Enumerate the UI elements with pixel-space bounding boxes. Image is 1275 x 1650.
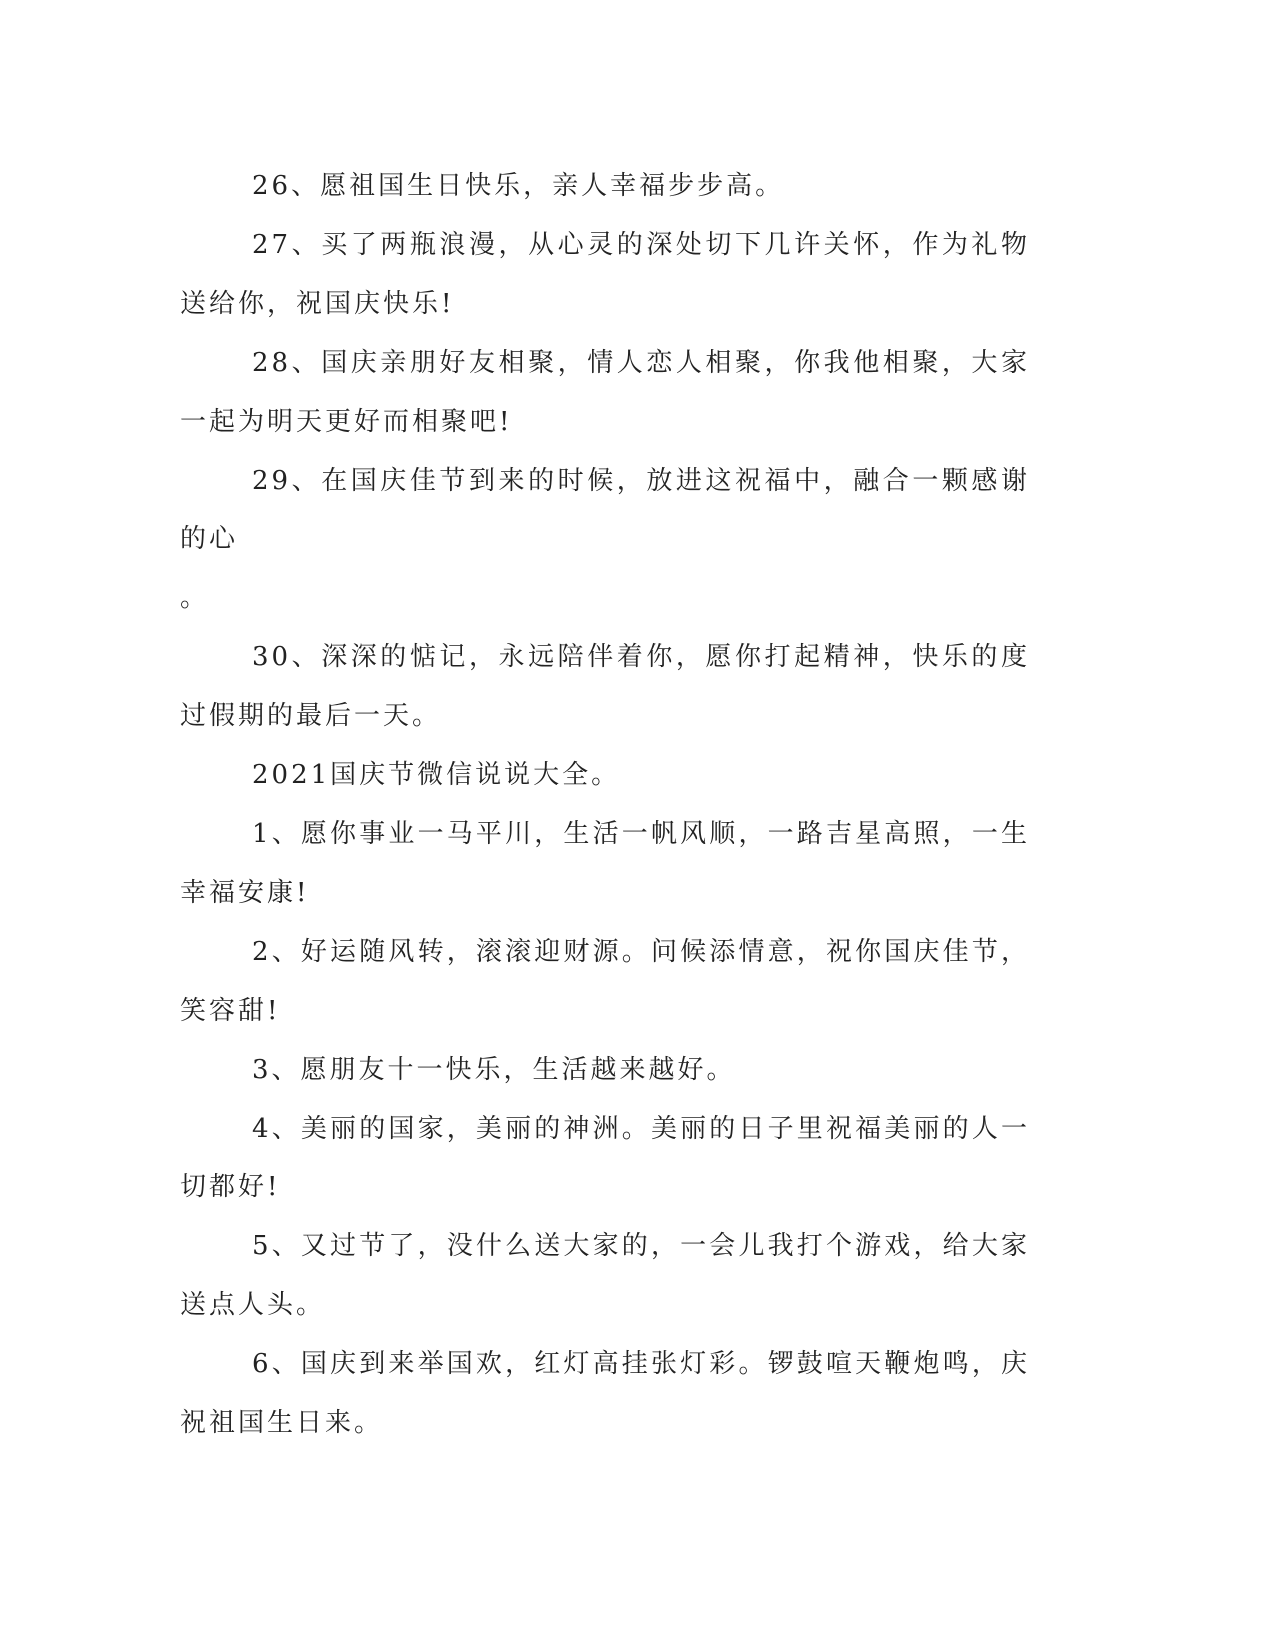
document-body [180,157,1030,1453]
section-heading: 2021国庆节微信说说大全。 [252,760,621,791]
paragraph-29-tail: 。 [180,583,210,614]
paragraph-26: 26、愿祖国生日快乐，亲人幸福步步高。 [252,171,785,201]
saying-2: 2、好运随风转，滚滚迎财源。问候添情意，祝你国庆佳节，笑容甜! [180,936,1030,1026]
saying-6: 6、国庆到来举国欢，红灯高挂张灯彩。锣鼓喧天鞭炮鸣，庆祝祖国生日来。 [180,1349,1030,1439]
paragraph-28: 28、国庆亲朋好友相聚，情人恋人相聚，你我他相聚，大家一起为明天更好而相聚吧! [180,347,1030,437]
paragraph-29-text: 29、在国庆佳节到来的时候，放进这祝福中，融合一颗感谢的心 [180,465,1030,555]
saying-4: 4、美丽的国家，美丽的神洲。美丽的日子里祝福美丽的人一切都好! [180,1113,1030,1203]
paragraph-27: 27、买了两瓶浪漫，从心灵的深处切下几许关怀，作为礼物送给你，祝国庆快乐! [180,229,1030,319]
saying-5: 5、又过节了，没什么送大家的，一会儿我打个游戏，给大家送点人头。 [180,1231,1030,1321]
paragraph-29 [180,452,1030,629]
saying-3: 3、愿朋友十一快乐，生活越来越好。 [252,1054,736,1085]
saying-1: 1、愿你事业一马平川，生活一帆风顺，一路吉星高照，一生幸福安康! [180,818,1030,908]
paragraph-30: 30、深深的惦记，永远陪伴着你，愿你打起精神，快乐的度过假期的最后一天。 [180,642,1030,732]
